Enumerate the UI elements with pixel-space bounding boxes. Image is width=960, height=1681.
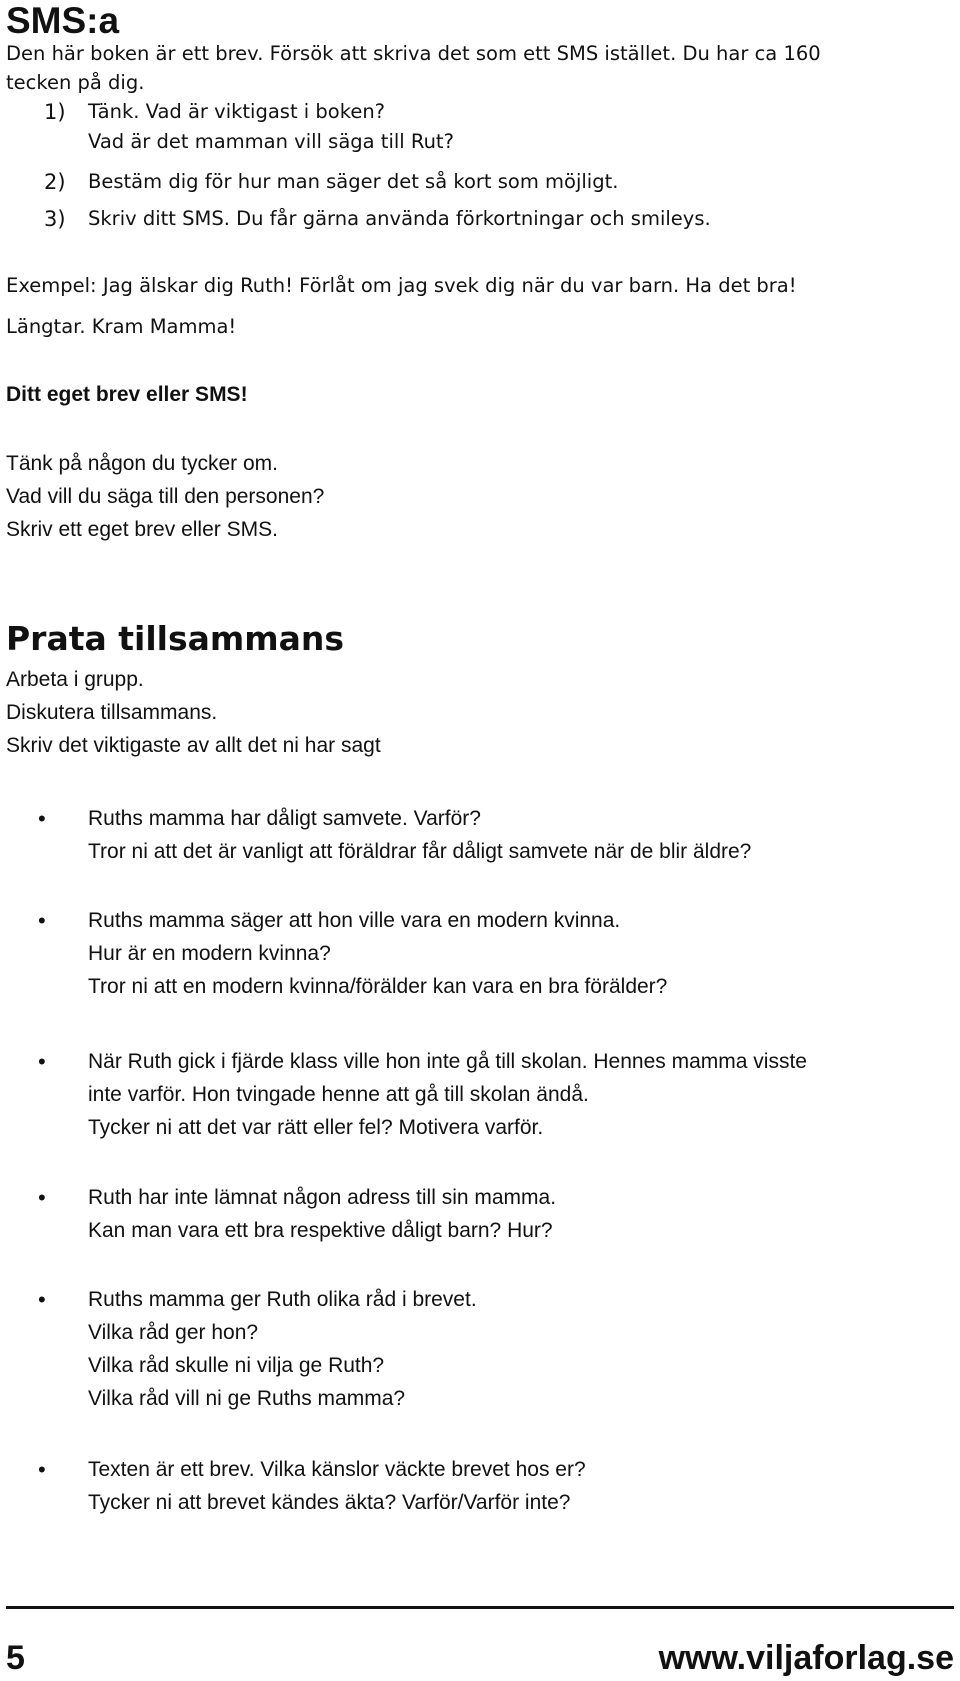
intro-line: Den här boken är ett brev. Försök att skriva det som ett SMS istället. Du har ca 160 — [6, 42, 821, 65]
page-number: 5 — [6, 1639, 25, 1677]
own-letter-line: Skriv ett eget brev eller SMS. — [6, 518, 278, 541]
own-letter-line: Vad vill du säga till den personen? — [6, 485, 325, 508]
question-line: Texten är ett brev. Vilka känslor väckte brevet hos er? — [88, 1458, 586, 1481]
footer-divider — [6, 1606, 954, 1609]
question-line: Tycker ni att det var rätt eller fel? Motivera varför. — [88, 1116, 544, 1139]
question-line: Tror ni att det är vanligt att föräldrar får dåligt samvete när de blir äldre? — [88, 840, 752, 863]
question-line: Kan man vara ett bra respektive dåligt barn? Hur? — [88, 1219, 553, 1242]
question-line: Ruths mamma säger att hon ville vara en modern kvinna. — [88, 909, 621, 932]
step-number: 1) — [44, 100, 66, 124]
question-line: Ruths mamma har dåligt samvete. Varför? — [88, 807, 481, 830]
example-line: Exempel: Jag älskar dig Ruth! Förlåt om jag svek dig när du var barn. Ha det bra! — [6, 274, 797, 297]
question-line: Hur är en modern kvinna? — [88, 942, 331, 965]
page-title: SMS:a — [6, 0, 120, 41]
question-line: Tror ni att en modern kvinna/förälder kan vara en bra förälder? — [88, 975, 668, 998]
question-line: Tycker ni att brevet kändes äkta? Varför/Varför inte? — [88, 1491, 571, 1514]
bullet-icon: • — [38, 1287, 46, 1312]
own-letter-line: Tänk på någon du tycker om. — [6, 452, 278, 475]
step-text: Vad är det mamman vill säga till Rut? — [88, 130, 454, 153]
step-number: 3) — [44, 207, 66, 231]
example-line: Längtar. Kram Mamma! — [6, 315, 237, 338]
question-line: Vilka råd vill ni ge Ruths mamma? — [88, 1387, 406, 1410]
question-line: När Ruth gick i fjärde klass ville hon inte gå till skolan. Hennes mamma visste — [88, 1050, 807, 1073]
step-text: Tänk. Vad är viktigast i boken? — [88, 100, 386, 123]
discuss-line: Diskutera tillsammans. — [6, 701, 218, 724]
step-number: 2) — [44, 170, 66, 194]
question-line: Ruth har inte lämnat någon adress till sin mamma. — [88, 1186, 557, 1209]
discuss-line: Skriv det viktigaste av allt det ni har sagt — [6, 734, 381, 757]
step-text: Skriv ditt SMS. Du får gärna använda förkortningar och smileys. — [88, 207, 711, 230]
own-letter-heading: Ditt eget brev eller SMS! — [6, 383, 248, 406]
step-text: Bestäm dig för hur man säger det så kort som möjligt. — [88, 170, 619, 193]
website-link[interactable]: www.viljaforlag.se — [658, 1639, 954, 1677]
intro-line: tecken på dig. — [6, 71, 145, 94]
question-line: Ruths mamma ger Ruth olika råd i brevet. — [88, 1288, 477, 1311]
bullet-icon: • — [38, 1185, 46, 1210]
discuss-line: Arbeta i grupp. — [6, 668, 144, 691]
bullet-icon: • — [38, 1049, 46, 1074]
bullet-icon: • — [38, 1457, 46, 1482]
bullet-icon: • — [38, 806, 46, 831]
discuss-heading: Prata tillsammans — [6, 619, 345, 658]
question-line: Vilka råd ger hon? — [88, 1321, 259, 1344]
question-line: inte varför. Hon tvingade henne att gå till skolan ändå. — [88, 1083, 589, 1106]
question-line: Vilka råd skulle ni vilja ge Ruth? — [88, 1354, 385, 1377]
bullet-icon: • — [38, 908, 46, 933]
